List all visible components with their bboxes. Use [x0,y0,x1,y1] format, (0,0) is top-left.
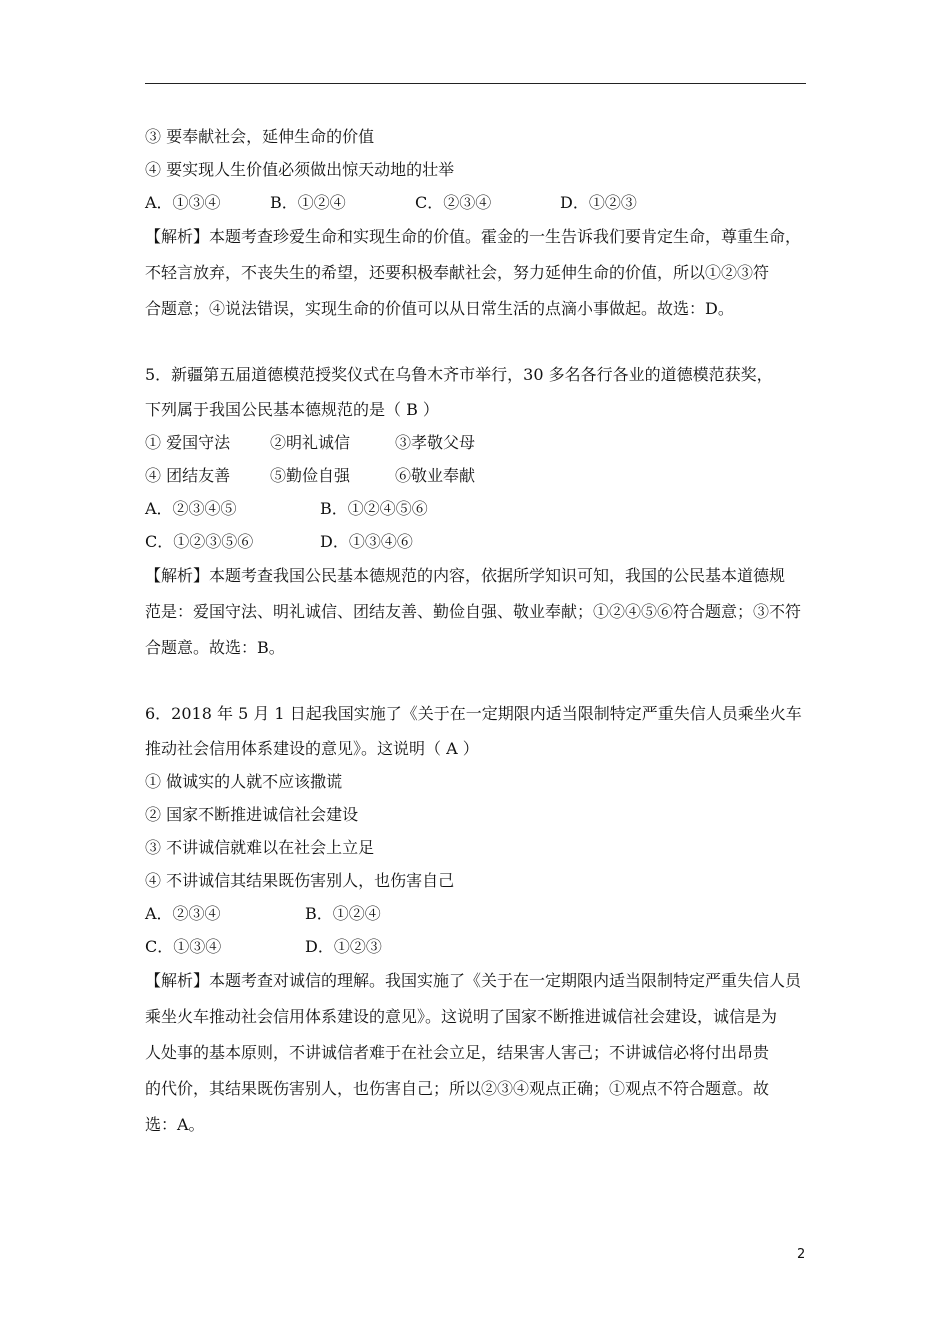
page-body [145,120,810,1143]
q6-option-a: A．②③④ [145,904,221,923]
q5-item-4: ④ 团结友善 [145,466,231,485]
q6-analysis-line-2: 乘坐火车推动社会信用体系建设的意见》。这说明了国家不断推进诚信社会建设，诚信是为 [145,1007,778,1026]
q5-item-6: ⑥敬业奉献 [395,466,476,485]
q4-item-3: ③ 要奉献社会，延伸生命的价值 [145,127,375,146]
q5-stem-line-1: 5．新疆第五届道德模范授奖仪式在乌鲁木齐市举行，30 多名各行各业的道德模范获奖， [145,365,773,384]
q6-options-row-1 [145,897,810,930]
q5-options-row-1 [145,492,810,525]
q6-option-b: B．①②④ [305,904,381,923]
q5-items-row-1 [145,426,810,459]
q4-analysis-line-3: 合题意；④说法错误，实现生命的价值可以从日常生活的点滴小事做起。故选：D。 [145,299,734,318]
q5-items-row-2 [145,459,810,492]
q5-analysis-line-3: 合题意。故选：B。 [145,638,285,657]
q4-item-4: ④ 要实现人生价值必须做出惊天动地的壮举 [145,160,455,179]
q4-option-d: D．①②③ [560,193,637,212]
q4-option-c: C．②③④ [415,193,492,212]
q5-option-b: B．①②④⑤⑥ [320,499,428,518]
q5-option-c: C．①②③⑤⑥ [145,532,254,551]
header-rule [145,83,806,84]
q6-item-2: ② 国家不断推进诚信社会建设 [145,805,359,824]
q5-stem-line-2: 下列属于我国公民基本德规范的是（ B ） [145,400,439,419]
q6-analysis-line-4: 的代价，其结果既伤害别人，也伤害自己；所以②③④观点正确；①观点不符合题意。故 [145,1079,770,1098]
q5-option-a: A．②③④⑤ [145,499,237,518]
q5-option-d: D．①③④⑥ [320,532,413,551]
q6-item-3: ③ 不讲诚信就难以在社会上立足 [145,838,375,857]
q4-option-b: B．①②④ [270,193,346,212]
q5-analysis-line-1: 【解析】本题考查我国公民基本德规范的内容，依据所学知识可知，我国的公民基本道德规 [145,566,786,585]
q6-options-row-2 [145,930,810,963]
q6-analysis-line-5: 选：A。 [145,1115,205,1134]
q6-stem-line-2: 推动社会信用体系建设的意见》。这说明（ A ） [145,739,479,758]
q4-options [145,186,810,219]
q5-item-1: ① 爱国守法 [145,433,231,452]
q6-analysis-line-3: 人处事的基本原则，不讲诚信者难于在社会立足，结果害人害己；不讲诚信必将付出昂贵 [145,1043,770,1062]
q6-item-1: ① 做诚实的人就不应该撒谎 [145,772,343,791]
q6-item-4: ④ 不讲诚信其结果既伤害别人，也伤害自己 [145,871,455,890]
q5-item-2: ②明礼诚信 [270,433,351,452]
q5-item-3: ③孝敬父母 [395,433,476,452]
q4-analysis-line-1: 【解析】本题考查珍爱生命和实现生命的价值。霍金的一生告诉我们要肯定生命，尊重生命， [145,227,802,246]
q6-option-c: C．①③④ [145,937,222,956]
q5-analysis-line-2: 范是：爱国守法、明礼诚信、团结友善、勤俭自强、敬业奉献；①②④⑤⑥符合题意；③不符 [145,602,802,621]
q6-analysis-line-1: 【解析】本题考查对诚信的理解。我国实施了《关于在一定期限内适当限制特定严重失信人员 [145,971,802,990]
q6-stem-line-1: 6．2018 年 5 月 1 日起我国实施了《关于在一定期限内适当限制特定严重失信人员乘坐火车 [145,704,802,723]
q4-analysis-line-2: 不轻言放弃，不丧失生的希望，还要积极奉献社会，努力延伸生命的价值，所以①②③符 [145,263,770,282]
q6-option-d: D．①②③ [305,937,382,956]
q5-item-5: ⑤勤俭自强 [270,466,351,485]
q4-option-a: A．①③④ [145,193,221,212]
q5-options-row-2 [145,525,810,558]
page-number: 2 [797,1247,806,1262]
